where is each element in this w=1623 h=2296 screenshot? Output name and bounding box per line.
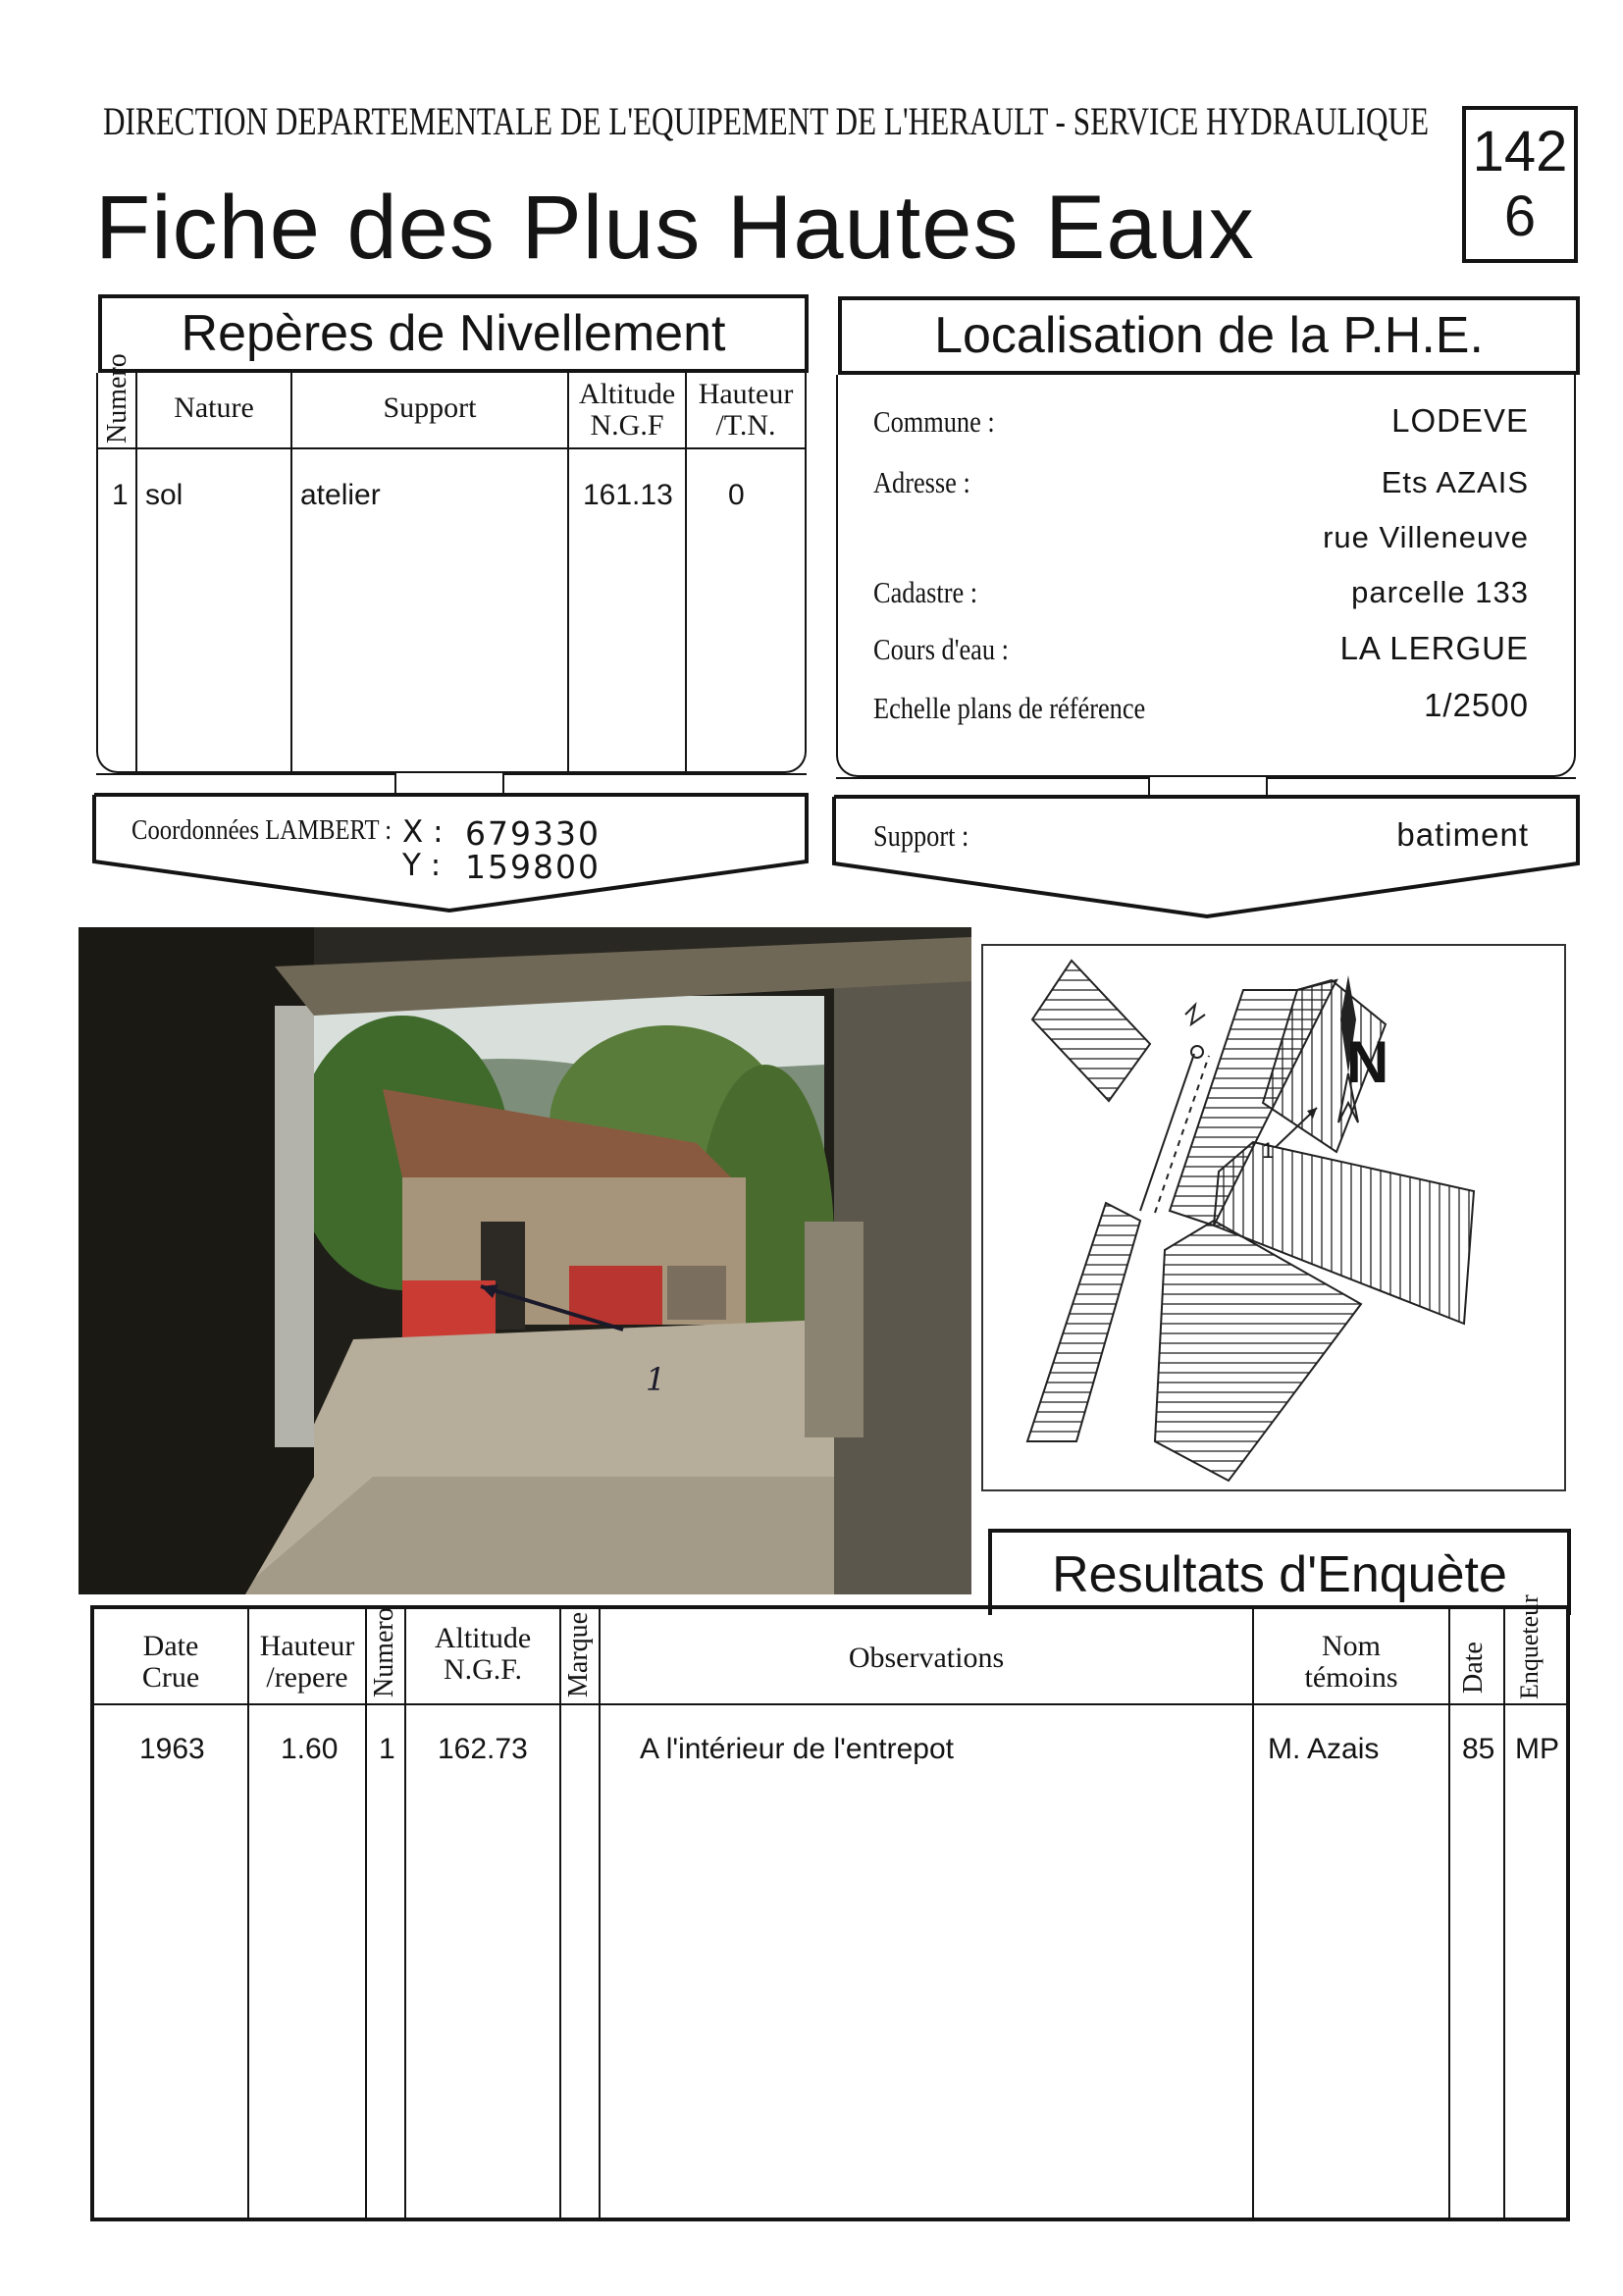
photo-marker-label: 1: [646, 1361, 666, 1398]
lambert-arrow-box: [90, 791, 812, 918]
repere-altitude: 161.13: [583, 479, 673, 511]
reperes-title: Repères de Nivellement: [98, 294, 809, 373]
col-header-altitude: Altitude N.G.F: [578, 378, 676, 442]
lambert-y-label: Y :: [402, 848, 442, 883]
commune-label: Commune :: [873, 404, 995, 439]
plan-marker-label: 1: [1262, 1138, 1275, 1163]
reference-number-bottom: 6: [1503, 184, 1537, 248]
repere-support: atelier: [300, 479, 381, 511]
echelle-value: 1/2500: [1424, 687, 1529, 723]
resultat-enqueteur: MP: [1515, 1733, 1559, 1765]
resultat-temoins: M. Azais: [1268, 1733, 1380, 1765]
plan-building-5: [1027, 1203, 1140, 1441]
page-title: Fiche des Plus Hautes Eaux: [95, 178, 1255, 278]
col-header-enqueteur: Enqueteur: [1515, 1594, 1544, 1699]
commune-value: LODEVE: [1391, 402, 1529, 439]
resultat-altitude: 162.73: [438, 1733, 528, 1765]
resultat-date-crue: 1963: [139, 1733, 205, 1765]
col-header-hauteur-repere: Hauteur /repere: [259, 1630, 355, 1694]
cadastre-label: Cadastre :: [873, 575, 978, 609]
col-header-date: Date: [1458, 1642, 1489, 1695]
col-header-numero: Numero: [369, 1607, 399, 1697]
lambert-x-label: X :: [402, 814, 444, 850]
site-photo: [79, 927, 971, 1594]
repere-hauteur: 0: [728, 479, 745, 511]
col-header-marque: Marque: [563, 1611, 594, 1697]
site-plan: [981, 944, 1566, 1491]
col-header-hauteur: Hauteur /T.N.: [698, 378, 794, 442]
repere-numero: 1: [112, 479, 129, 511]
col-header-observations: Observations: [848, 1642, 1005, 1674]
resultats-table: [90, 1594, 1570, 2221]
lambert-label: Coordonnées LAMBERT :: [131, 814, 393, 846]
repere-nature: sol: [145, 479, 183, 511]
echelle-label: Echelle plans de référence: [873, 691, 1146, 725]
adresse-value-line2: rue Villeneuve: [1323, 520, 1529, 554]
reference-number-top: 142: [1472, 120, 1568, 183]
col-header-numero: Numero: [102, 353, 132, 444]
col-header-nom-temoins: Nom témoins: [1304, 1630, 1398, 1694]
cours-eau-value: LA LERGUE: [1339, 630, 1529, 666]
resultat-numero: 1: [379, 1733, 395, 1765]
resultat-date: 85: [1462, 1733, 1495, 1765]
support-label: Support :: [873, 818, 969, 853]
adresse-value-line1: Ets AZAIS: [1381, 465, 1529, 499]
support-value: batiment: [1396, 816, 1529, 853]
support-arrow-box: [830, 793, 1584, 924]
lambert-x-value: 679330: [465, 814, 601, 853]
col-header-support: Support: [383, 391, 477, 424]
adresse-label: Adresse :: [873, 465, 970, 499]
resultat-hauteur: 1.60: [281, 1733, 339, 1765]
cadastre-value: parcelle 133: [1351, 575, 1529, 609]
reperes-table: [96, 353, 807, 773]
lambert-y-value: 159800: [465, 848, 601, 886]
col-header-date-crue: Date Crue: [141, 1630, 200, 1694]
col-header-nature: Nature: [174, 391, 254, 424]
resultats-title: Resultats d'Enquète: [988, 1529, 1571, 1615]
plan-building-1: [1032, 961, 1150, 1101]
cours-eau-label: Cours d'eau :: [873, 632, 1009, 666]
col-header-altitude-ngf: Altitude N.G.F.: [434, 1622, 532, 1686]
organization-header: DIRECTION DEPARTEMENTALE DE L'EQUIPEMENT DE L'HERAULT - SERVICE HYDRAULIQUE: [103, 99, 1430, 143]
north-label: N: [1346, 1029, 1389, 1095]
localisation-title: Localisation de la P.H.E.: [838, 296, 1580, 375]
resultat-observations: A l'intérieur de l'entrepot: [640, 1733, 954, 1765]
reference-number-box: [1462, 106, 1578, 263]
